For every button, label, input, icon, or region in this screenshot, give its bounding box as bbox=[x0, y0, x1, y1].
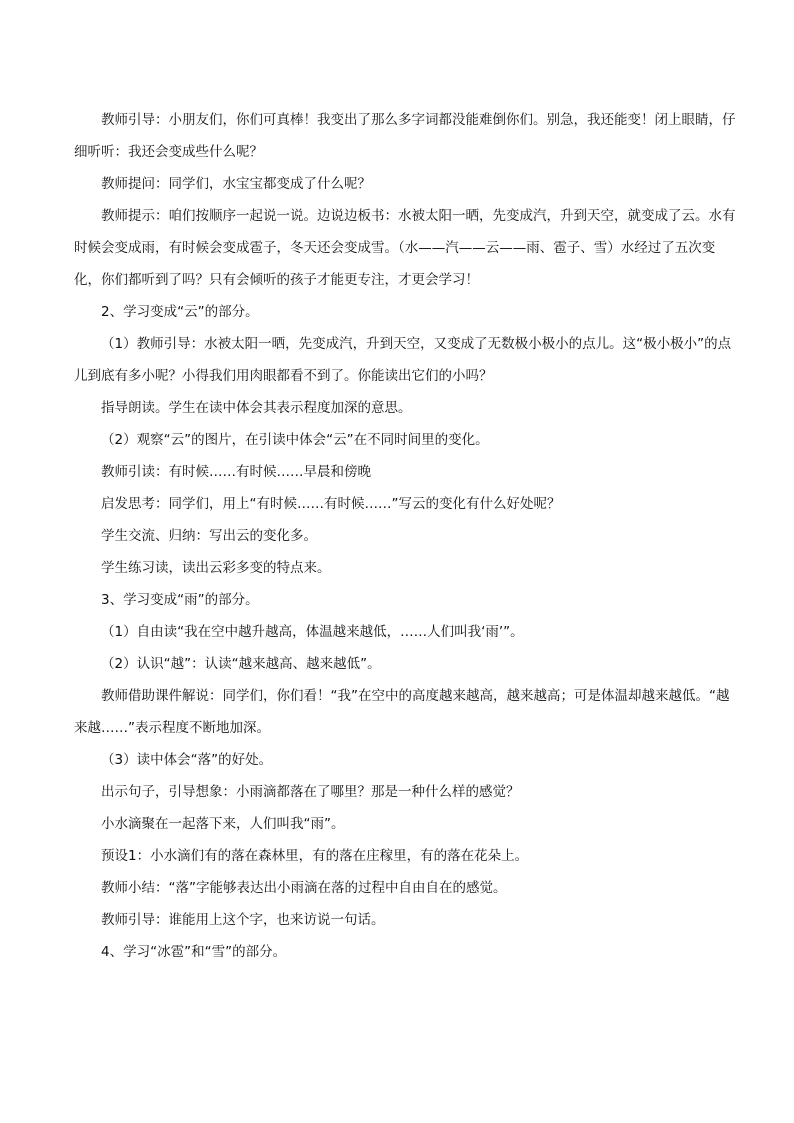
paragraph-cloud-1: （1）教师引导：水被太阳一晒，先变成汽，升到天空，又变成了无数极小极小的点儿。这“极小极小”的点儿到底有多小呢？小得我们用肉眼都看不到了。你能读出它们的小吗？ bbox=[74, 336, 732, 384]
paragraph-cloud-2: （2）观察“云”的图片，在引读中体会“云”在不同时间里的变化。 bbox=[101, 432, 489, 448]
paragraph-preset-1: 预设1：小水滴们有的落在森林里，有的落在庄稼里，有的落在花朵上。 bbox=[101, 848, 529, 864]
paragraph-inspire-thinking: 启发思考：同学们，用上“有时候……有时候……”写云的变化有什么好处呢？ bbox=[101, 496, 561, 512]
paragraph-teacher-hint: 教师提示：咱们按顺序一起说一说。边说边板书：水被太阳一晒，先变成汽，升到天空，就变成了云。水有时候会变成雨，有时候会变成雹子，冬天还会变成雪。（水——汽——云——雨、雹子、雪）水经过了五次变化，你们都听到了吗？只有会倾听的孩子才能更专注，才更会学习！ bbox=[74, 208, 736, 288]
paragraph-rain-sentence: 小水滴聚在一起落下来，人们叫我“雨”。 bbox=[101, 816, 345, 832]
paragraph-reading-guide: 指导朗读。学生在读中体会其表示程度加深的意思。 bbox=[101, 400, 412, 416]
paragraph-rain-3: （3）读中体会“落”的好处。 bbox=[101, 752, 273, 768]
paragraph-teacher-summary: 教师小结：“落”字能够表达出小雨滴在落的过程中自由自在的感觉。 bbox=[101, 880, 507, 896]
section-heading-rain: 3、学习变成“雨”的部分。 bbox=[101, 592, 259, 608]
paragraph-student-summary: 学生交流、归纳：写出云的变化多。 bbox=[101, 528, 317, 544]
paragraph-show-sentence: 出示句子，引导想象：小雨滴都落在了哪里？那是一种什么样的感觉？ bbox=[101, 784, 520, 800]
paragraph-teacher-question: 教师提问：同学们，水宝宝都变成了什么呢？ bbox=[101, 176, 371, 192]
paragraph-teacher-guide-2: 教师引导：谁能用上这个字，也来访说一句话。 bbox=[101, 912, 385, 928]
document-body bbox=[74, 104, 738, 968]
paragraph-rain-2: （2）认识“越”：认读“越来越高、越来越低”。 bbox=[101, 656, 381, 672]
paragraph-teacher-lead-read: 教师引读：有时候……有时候……早晨和傍晚 bbox=[101, 464, 371, 480]
paragraph-teacher-guide-1: 教师引导：小朋友们，你们可真棒！我变出了那么多字词都没能难倒你们。别急，我还能变！闭上眼睛，仔细听听：我还会变成些什么呢？ bbox=[74, 112, 736, 160]
section-heading-hail-snow: 4、学习“冰雹”和“雪”的部分。 bbox=[101, 944, 287, 960]
section-heading-cloud: 2、学习变成“云”的部分。 bbox=[101, 304, 259, 320]
paragraph-courseware-explain: 教师借助课件解说：同学们，你们看！“我”在空中的高度越来越高，越来越高；可是体温却越来越低。“越来越……”表示程度不断地加深。 bbox=[74, 688, 730, 736]
paragraph-rain-1: （1）自由读“我在空中越升越高，体温越来越低，……人们叫我‘雨’”。 bbox=[101, 624, 524, 640]
paragraph-student-practice: 学生练习读，读出云彩多变的特点来。 bbox=[101, 560, 331, 576]
